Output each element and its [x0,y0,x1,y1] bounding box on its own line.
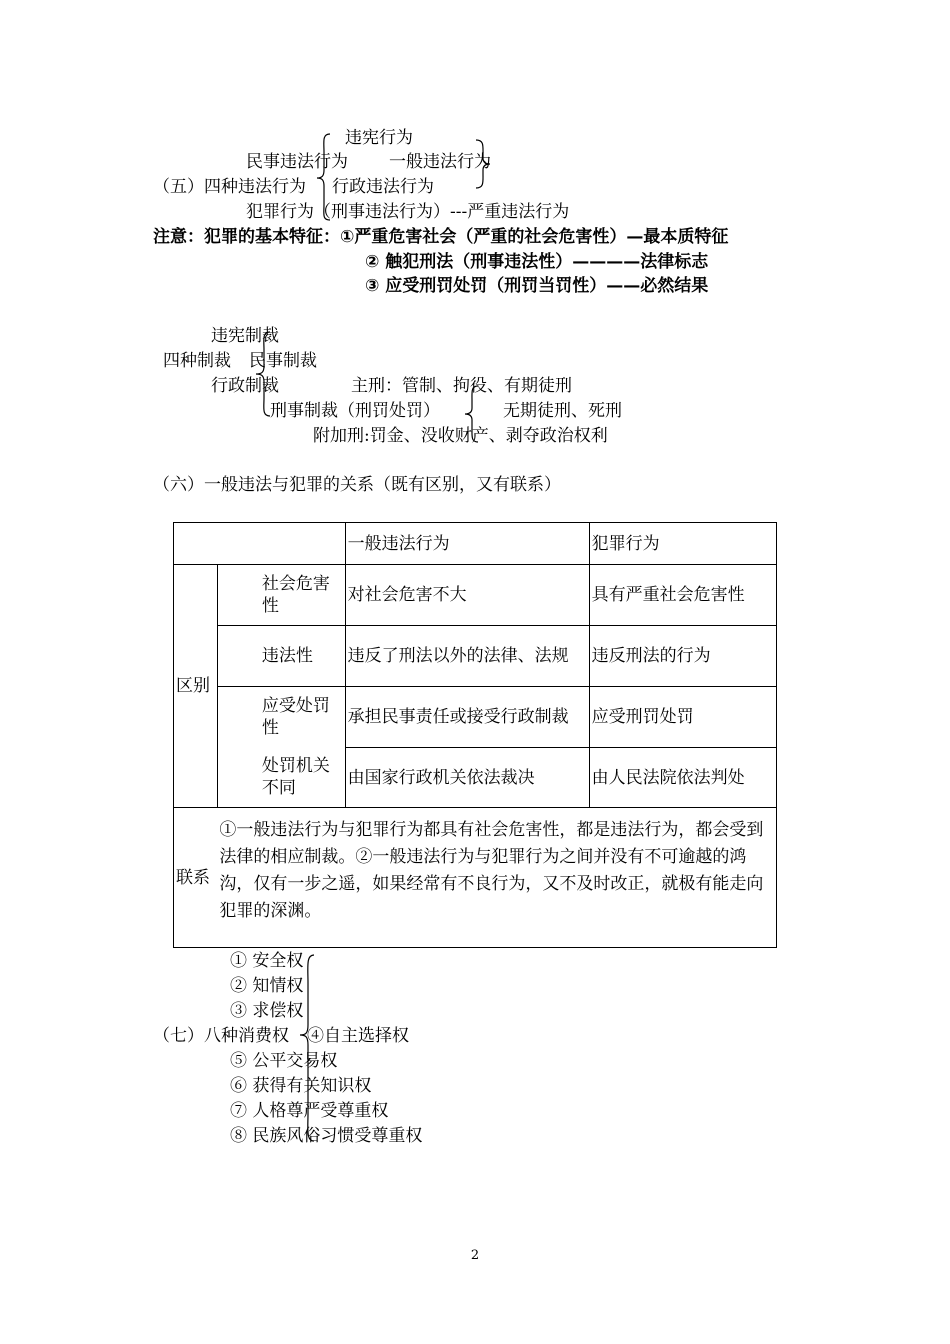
s5-civil: 民事违法行为 [246,152,348,172]
table-corner-2 [217,523,345,565]
comparison-table [173,522,777,948]
sanction-principal: 主刑：管制、拘役、有期徒刑 [351,376,572,396]
rights-brace [296,953,318,1143]
right-item: ⑦ 人格尊严受尊重权 [230,1101,389,1121]
crime-cell: 违反刑法的行为 [589,626,776,687]
criminal-brace [462,384,482,444]
s5-note-line1: 注意：犯罪的基本特征：①严重危害社会（严重的社会危害性）—最本质特征 [153,227,729,247]
diff-label: 区别 [174,565,218,808]
right-item: ② 知情权 [230,976,304,996]
aspect-cell: 处罚机关不同 [217,748,345,808]
s5-note-line2: ② 触犯刑法（刑事违法性）————法律标志 [365,252,709,272]
s5-unconstitutional: 违宪行为 [345,128,413,148]
aspect-cell: 应受处罚性 [261,696,330,739]
aspect-cell: 违法性 [217,626,345,687]
sanction-heading: 四种制裁 [163,351,231,371]
right-item: ⑧ 民族风俗习惯受尊重权 [230,1126,423,1146]
general-cell: 由国家行政机关依法裁决 [345,748,589,808]
s5-note-line3: ③ 应受刑罚处罚（刑罚当罚性）——必然结果 [365,276,709,296]
table-corner [174,523,218,565]
sanction-supplementary: 附加刑:罚金、没收财产、剥夺政治权利 [313,426,608,446]
general-cell: 对社会危害不大 [345,565,589,626]
s5-general: 一般违法行为 [389,152,491,172]
page-number: 2 [470,1248,480,1263]
s6-heading: （六）一般违法与犯罪的关系（既有区别，又有联系） [153,475,561,495]
crime-cell: 具有严重社会危害性 [589,565,776,626]
sanction-civil: 民事制裁 [249,351,317,371]
sanction-life-death: 无期徒刑、死刑 [503,401,622,421]
link-label: 联系 [174,808,218,948]
right-item: ⑥ 获得有关知识权 [230,1076,372,1096]
crime-cell: 由人民法院依法判处 [589,748,776,808]
s5-heading: （五）四种违法行为 [153,177,306,197]
s5-left-brace [314,132,334,222]
aspect-cell: 社会危害性 [217,565,345,626]
s5-crime: 犯罪行为（刑事违法行为）---严重违法行为 [246,202,570,222]
right-item: ③ 求偿权 [230,1001,304,1021]
header-crime: 犯罪行为 [589,523,776,565]
header-general: 一般违法行为 [345,523,589,565]
sanction-criminal: 刑事制裁（刑罚处罚） [270,401,440,421]
s5-administrative: 行政违法行为 [332,177,434,197]
sanction-administrative: 行政制裁 [211,376,279,396]
link-text: ①一般违法行为与犯罪行为都具有社会危害性，都是违法行为，都会受到法律的相应制裁。②一般违法行为与犯罪行为之间并没有不可逾越的鸿沟，仅有一步之遥，如果经常有不良行为，又不及时改正，就极有能走向犯罪的深渊。 [217,808,776,948]
s5-right-brace [474,138,494,190]
sanctions-left-brace [252,330,274,418]
crime-cell: 应受刑罚处罚 [589,687,776,748]
general-cell: 违反了刑法以外的法律、法规 [345,626,589,687]
general-cell: 承担民事责任或接受行政制裁 [345,687,589,748]
right-item: ① 安全权 [230,951,304,971]
right-item: ⑤ 公平交易权 [230,1051,338,1071]
s7-heading: （七）八种消费权 [153,1026,289,1046]
sanction-unconstitutional: 违宪制裁 [211,326,279,346]
right-item: ④自主选择权 [307,1026,409,1046]
